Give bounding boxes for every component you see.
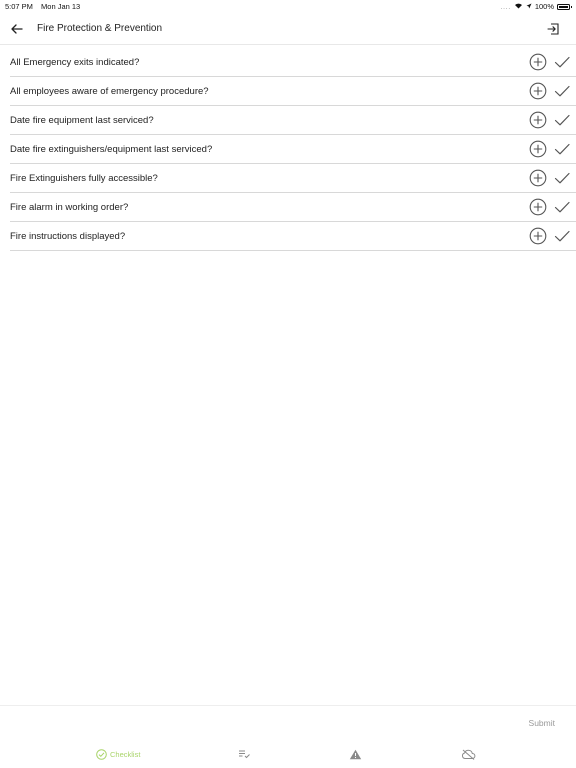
signal-dots: .... <box>500 2 511 11</box>
checkmark-button[interactable] <box>553 53 571 71</box>
checklist-row-label: Fire Extinguishers fully accessible? <box>10 173 158 184</box>
checkmark-icon <box>553 169 571 187</box>
add-circle-icon <box>529 82 547 100</box>
battery-percent: 100% <box>534 2 554 11</box>
add-circle-icon <box>529 111 547 129</box>
checkmark-icon <box>553 227 571 245</box>
exit-icon <box>547 23 559 35</box>
checklist-row <box>10 77 576 106</box>
add-circle-icon <box>529 198 547 216</box>
warning-icon <box>349 749 362 760</box>
checklist-row <box>10 164 576 193</box>
checklist-row-label: Fire instructions displayed? <box>10 231 126 242</box>
exit-button[interactable] <box>544 21 562 37</box>
checkmark-icon <box>553 82 571 100</box>
checkmark-icon <box>553 198 571 216</box>
checkmark-icon <box>553 111 571 129</box>
tab-bar <box>0 738 576 768</box>
add-circle-button[interactable] <box>529 169 547 187</box>
status-time: 5:07 PM <box>5 2 33 11</box>
tab-list-check[interactable] <box>238 744 251 764</box>
checklist-row <box>10 135 576 164</box>
checkmark-button[interactable] <box>553 227 571 245</box>
add-circle-icon <box>529 140 547 158</box>
submit-button[interactable]: Submit <box>528 718 555 728</box>
status-left <box>5 2 80 11</box>
add-circle-button[interactable] <box>529 227 547 245</box>
checklist-row-label: All employees aware of emergency procedure? <box>10 86 209 97</box>
page-title: Fire Protection & Prevention <box>37 23 163 34</box>
back-button[interactable] <box>8 21 26 37</box>
tab-cloud-offline[interactable] <box>461 744 476 764</box>
status-right <box>500 2 570 11</box>
checkmark-button[interactable] <box>553 82 571 100</box>
checklist-row-label: Date fire extinguishers/equipment last serviced? <box>10 144 213 155</box>
status-date: Mon Jan 13 <box>41 2 81 11</box>
add-circle-icon <box>529 227 547 245</box>
nav-bar <box>0 14 576 45</box>
checkmark-button[interactable] <box>553 169 571 187</box>
checklist-row <box>10 222 576 251</box>
status-bar <box>0 0 576 12</box>
checkmark-button[interactable] <box>553 111 571 129</box>
arrow-left-icon <box>11 24 23 34</box>
tab-warning[interactable] <box>349 744 362 764</box>
check-circle-icon <box>96 749 107 760</box>
checkmark-button[interactable] <box>553 198 571 216</box>
checklist-row-label: Fire alarm in working order? <box>10 202 129 213</box>
add-circle-button[interactable] <box>529 198 547 216</box>
battery-icon <box>557 4 570 10</box>
tab-checklist[interactable] <box>96 744 140 764</box>
tab-checklist-label: Checklist <box>110 749 141 759</box>
add-circle-button[interactable] <box>529 111 547 129</box>
checklist-row-label: Date fire equipment last serviced? <box>10 115 154 126</box>
add-circle-icon <box>529 169 547 187</box>
checklist-row-label: All Emergency exits indicated? <box>10 57 140 68</box>
submit-bar <box>0 705 576 738</box>
add-circle-icon <box>529 53 547 71</box>
location-icon <box>526 2 532 11</box>
add-circle-button[interactable] <box>529 140 547 158</box>
cloud-off-icon <box>461 749 476 760</box>
checklist <box>10 48 576 251</box>
checkmark-icon <box>553 53 571 71</box>
checklist-row <box>10 106 576 135</box>
add-circle-button[interactable] <box>529 53 547 71</box>
checkmark-button[interactable] <box>553 140 571 158</box>
checkmark-icon <box>553 140 571 158</box>
checklist-row <box>10 193 576 222</box>
wifi-icon <box>514 2 523 11</box>
list-check-icon <box>238 749 251 759</box>
add-circle-button[interactable] <box>529 82 547 100</box>
checklist-row <box>10 48 576 77</box>
